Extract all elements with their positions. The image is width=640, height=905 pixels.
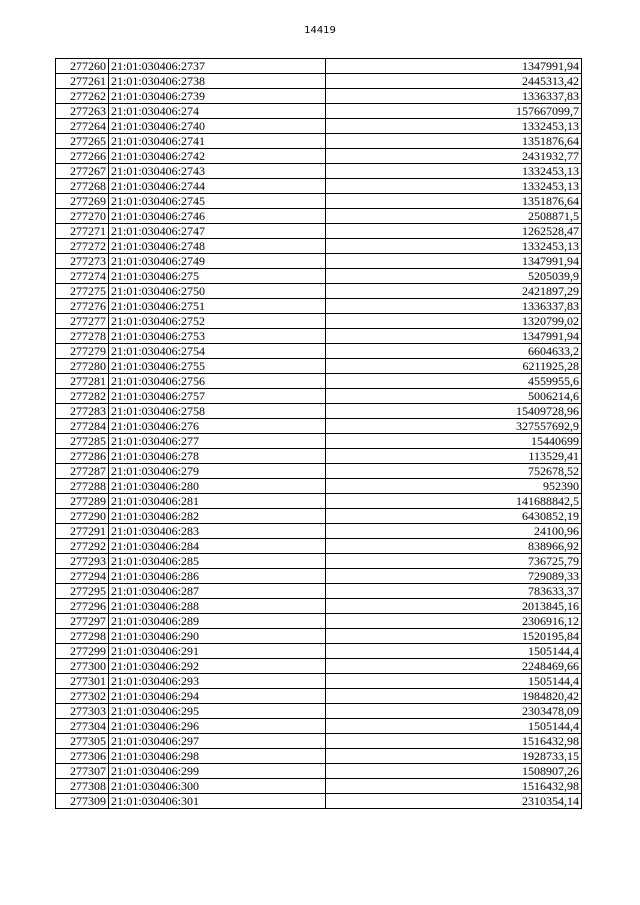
- cadastral-number-cell: 21:01:030406:2754: [109, 344, 326, 359]
- cadastral-number-cell: 21:01:030406:2738: [109, 74, 326, 89]
- table-row: [56, 389, 582, 404]
- cadastral-number-cell: 21:01:030406:284: [109, 539, 326, 554]
- cadastral-value-cell: 1984820,42: [326, 689, 582, 704]
- table-row: [56, 209, 582, 224]
- cadastral-number-cell: 21:01:030406:282: [109, 509, 326, 524]
- table-row: [56, 749, 582, 764]
- table-row: [56, 629, 582, 644]
- table-row: [56, 764, 582, 779]
- cadastral-number-cell: 21:01:030406:280: [109, 479, 326, 494]
- cadastral-number-cell: 21:01:030406:286: [109, 569, 326, 584]
- row-id-cell: 277260: [56, 59, 109, 74]
- cadastral-number-cell: 21:01:030406:285: [109, 554, 326, 569]
- table-row: [56, 239, 582, 254]
- table-row: [56, 194, 582, 209]
- row-id-cell: 277268: [56, 179, 109, 194]
- row-id-cell: 277295: [56, 584, 109, 599]
- cadastral-number-cell: 21:01:030406:2746: [109, 209, 326, 224]
- cadastral-value-cell: 2248469,66: [326, 659, 582, 674]
- table-row: [56, 224, 582, 239]
- row-id-cell: 277285: [56, 434, 109, 449]
- row-id-cell: 277298: [56, 629, 109, 644]
- cadastral-number-cell: 21:01:030406:300: [109, 779, 326, 794]
- cadastral-number-cell: 21:01:030406:278: [109, 449, 326, 464]
- cadastral-value-cell: 783633,37: [326, 584, 582, 599]
- cadastral-number-cell: 21:01:030406:2751: [109, 299, 326, 314]
- row-id-cell: 277264: [56, 119, 109, 134]
- cadastral-value-cell: 2421897,29: [326, 284, 582, 299]
- row-id-cell: 277289: [56, 494, 109, 509]
- cadastral-number-cell: 21:01:030406:2756: [109, 374, 326, 389]
- table-row: [56, 779, 582, 794]
- table-row: [56, 704, 582, 719]
- cadastral-number-cell: 21:01:030406:275: [109, 269, 326, 284]
- cadastral-value-cell: 952390: [326, 479, 582, 494]
- row-id-cell: 277272: [56, 239, 109, 254]
- row-id-cell: 277294: [56, 569, 109, 584]
- row-id-cell: 277284: [56, 419, 109, 434]
- cadastral-value-cell: 24100,96: [326, 524, 582, 539]
- row-id-cell: 277267: [56, 164, 109, 179]
- row-id-cell: 277303: [56, 704, 109, 719]
- cadastral-value-cell: 2445313,42: [326, 74, 582, 89]
- cadastral-value-cell: 1320799,02: [326, 314, 582, 329]
- row-id-cell: 277296: [56, 599, 109, 614]
- row-id-cell: 277263: [56, 104, 109, 119]
- cadastral-number-cell: 21:01:030406:296: [109, 719, 326, 734]
- row-id-cell: 277293: [56, 554, 109, 569]
- cadastral-value-cell: 113529,41: [326, 449, 582, 464]
- cadastral-value-cell: 1332453,13: [326, 239, 582, 254]
- row-id-cell: 277282: [56, 389, 109, 404]
- row-id-cell: 277306: [56, 749, 109, 764]
- cadastral-number-cell: 21:01:030406:2742: [109, 149, 326, 164]
- row-id-cell: 277265: [56, 134, 109, 149]
- table-row: [56, 449, 582, 464]
- cadastral-value-cell: 752678,52: [326, 464, 582, 479]
- table-row: [56, 119, 582, 134]
- row-id-cell: 277301: [56, 674, 109, 689]
- row-id-cell: 277283: [56, 404, 109, 419]
- row-id-cell: 277287: [56, 464, 109, 479]
- cadastral-value-cell: 15409728,96: [326, 404, 582, 419]
- cadastral-value-cell: 5205039,9: [326, 269, 582, 284]
- row-id-cell: 277271: [56, 224, 109, 239]
- cadastral-value-cell: 729089,33: [326, 569, 582, 584]
- cadastral-value-table: [55, 58, 582, 809]
- row-id-cell: 277279: [56, 344, 109, 359]
- table-row: [56, 689, 582, 704]
- row-id-cell: 277277: [56, 314, 109, 329]
- cadastral-number-cell: 21:01:030406:299: [109, 764, 326, 779]
- cadastral-number-cell: 21:01:030406:277: [109, 434, 326, 449]
- cadastral-value-cell: 1928733,15: [326, 749, 582, 764]
- cadastral-number-cell: 21:01:030406:289: [109, 614, 326, 629]
- row-id-cell: 277288: [56, 479, 109, 494]
- cadastral-value-cell: 1505144,4: [326, 644, 582, 659]
- cadastral-number-cell: 21:01:030406:292: [109, 659, 326, 674]
- row-id-cell: 277270: [56, 209, 109, 224]
- table-row: [56, 584, 582, 599]
- cadastral-value-cell: 1332453,13: [326, 179, 582, 194]
- table-row: [56, 719, 582, 734]
- table-row: [56, 284, 582, 299]
- table-row: [56, 494, 582, 509]
- row-id-cell: 277308: [56, 779, 109, 794]
- table-row: [56, 329, 582, 344]
- table-row: [56, 374, 582, 389]
- cadastral-value-cell: 1336337,83: [326, 299, 582, 314]
- row-id-cell: 277286: [56, 449, 109, 464]
- table-row: [56, 359, 582, 374]
- cadastral-value-cell: 2310354,14: [326, 794, 582, 809]
- cadastral-number-cell: 21:01:030406:283: [109, 524, 326, 539]
- row-id-cell: 277291: [56, 524, 109, 539]
- table-row: [56, 614, 582, 629]
- row-id-cell: 277275: [56, 284, 109, 299]
- row-id-cell: 277276: [56, 299, 109, 314]
- table-row: [56, 344, 582, 359]
- cadastral-number-cell: 21:01:030406:279: [109, 464, 326, 479]
- cadastral-value-cell: 1351876,64: [326, 134, 582, 149]
- table-row: [56, 104, 582, 119]
- cadastral-number-cell: 21:01:030406:2757: [109, 389, 326, 404]
- cadastral-value-cell: 1336337,83: [326, 89, 582, 104]
- table-row: [56, 659, 582, 674]
- row-id-cell: 277273: [56, 254, 109, 269]
- cadastral-number-cell: 21:01:030406:2737: [109, 59, 326, 74]
- cadastral-value-cell: 6604633,2: [326, 344, 582, 359]
- table-row: [56, 509, 582, 524]
- cadastral-value-cell: 6430852,19: [326, 509, 582, 524]
- cadastral-value-cell: 2013845,16: [326, 599, 582, 614]
- table-row: [56, 794, 582, 809]
- cadastral-number-cell: 21:01:030406:2739: [109, 89, 326, 104]
- table-row: [56, 269, 582, 284]
- cadastral-value-cell: 1347991,94: [326, 254, 582, 269]
- cadastral-number-cell: 21:01:030406:2743: [109, 164, 326, 179]
- cadastral-value-cell: 2306916,12: [326, 614, 582, 629]
- row-id-cell: 277261: [56, 74, 109, 89]
- cadastral-value-cell: 1505144,4: [326, 674, 582, 689]
- cadastral-number-cell: 21:01:030406:288: [109, 599, 326, 614]
- table-row: [56, 479, 582, 494]
- cadastral-number-cell: 21:01:030406:2747: [109, 224, 326, 239]
- cadastral-number-cell: 21:01:030406:2748: [109, 239, 326, 254]
- cadastral-number-cell: 21:01:030406:301: [109, 794, 326, 809]
- row-id-cell: 277274: [56, 269, 109, 284]
- row-id-cell: 277299: [56, 644, 109, 659]
- cadastral-number-cell: 21:01:030406:295: [109, 704, 326, 719]
- row-id-cell: 277309: [56, 794, 109, 809]
- cadastral-value-cell: 1332453,13: [326, 119, 582, 134]
- row-id-cell: 277304: [56, 719, 109, 734]
- table-row: [56, 89, 582, 104]
- table-row: [56, 524, 582, 539]
- cadastral-value-cell: 1508907,26: [326, 764, 582, 779]
- cadastral-value-cell: 1505144,4: [326, 719, 582, 734]
- row-id-cell: 277281: [56, 374, 109, 389]
- row-id-cell: 277262: [56, 89, 109, 104]
- cadastral-value-cell: 1347991,94: [326, 59, 582, 74]
- table-row: [56, 404, 582, 419]
- table-row: [56, 164, 582, 179]
- table-row: [56, 674, 582, 689]
- cadastral-value-cell: 1332453,13: [326, 164, 582, 179]
- cadastral-number-cell: 21:01:030406:2745: [109, 194, 326, 209]
- row-id-cell: 277290: [56, 509, 109, 524]
- cadastral-value-cell: 15440699: [326, 434, 582, 449]
- table-row: [56, 74, 582, 89]
- cadastral-value-cell: 4559955,6: [326, 374, 582, 389]
- table-row: [56, 569, 582, 584]
- cadastral-value-cell: 1351876,64: [326, 194, 582, 209]
- table-row: [56, 314, 582, 329]
- row-id-cell: 277278: [56, 329, 109, 344]
- cadastral-number-cell: 21:01:030406:2749: [109, 254, 326, 269]
- table-row: [56, 599, 582, 614]
- cadastral-number-cell: 21:01:030406:2740: [109, 119, 326, 134]
- table-row: [56, 299, 582, 314]
- cadastral-number-cell: 21:01:030406:2741: [109, 134, 326, 149]
- cadastral-number-cell: 21:01:030406:276: [109, 419, 326, 434]
- table-row: [56, 419, 582, 434]
- table-row: [56, 179, 582, 194]
- cadastral-number-cell: 21:01:030406:291: [109, 644, 326, 659]
- cadastral-number-cell: 21:01:030406:293: [109, 674, 326, 689]
- cadastral-number-cell: 21:01:030406:2752: [109, 314, 326, 329]
- cadastral-number-cell: 21:01:030406:290: [109, 629, 326, 644]
- cadastral-number-cell: 21:01:030406:2753: [109, 329, 326, 344]
- cadastral-value-cell: 1262528,47: [326, 224, 582, 239]
- cadastral-value-cell: 6211925,28: [326, 359, 582, 374]
- cadastral-value-cell: 1347991,94: [326, 329, 582, 344]
- table-row: [56, 434, 582, 449]
- row-id-cell: 277297: [56, 614, 109, 629]
- table-row: [56, 734, 582, 749]
- cadastral-value-cell: 1516432,98: [326, 734, 582, 749]
- cadastral-value-cell: 327557692,9: [326, 419, 582, 434]
- cadastral-number-cell: 21:01:030406:2758: [109, 404, 326, 419]
- cadastral-value-cell: 5006214,6: [326, 389, 582, 404]
- row-id-cell: 277302: [56, 689, 109, 704]
- cadastral-value-cell: 2431932,77: [326, 149, 582, 164]
- cadastral-value-cell: 736725,79: [326, 554, 582, 569]
- cadastral-number-cell: 21:01:030406:274: [109, 104, 326, 119]
- cadastral-number-cell: 21:01:030406:2750: [109, 284, 326, 299]
- table-body: [56, 59, 582, 809]
- row-id-cell: 277280: [56, 359, 109, 374]
- cadastral-number-cell: 21:01:030406:2755: [109, 359, 326, 374]
- table-row: [56, 254, 582, 269]
- page-number: 14419: [304, 25, 336, 36]
- cadastral-value-cell: 1520195,84: [326, 629, 582, 644]
- row-id-cell: 277305: [56, 734, 109, 749]
- cadastral-value-cell: 157667099,7: [326, 104, 582, 119]
- row-id-cell: 277292: [56, 539, 109, 554]
- table-row: [56, 554, 582, 569]
- cadastral-value-cell: 2303478,09: [326, 704, 582, 719]
- table-row: [56, 539, 582, 554]
- cadastral-value-cell: 141688842,5: [326, 494, 582, 509]
- cadastral-number-cell: 21:01:030406:287: [109, 584, 326, 599]
- cadastral-value-cell: 838966,92: [326, 539, 582, 554]
- row-id-cell: 277307: [56, 764, 109, 779]
- cadastral-value-cell: 2508871,5: [326, 209, 582, 224]
- cadastral-number-cell: 21:01:030406:294: [109, 689, 326, 704]
- cadastral-number-cell: 21:01:030406:281: [109, 494, 326, 509]
- table-row: [56, 149, 582, 164]
- cadastral-value-cell: 1516432,98: [326, 779, 582, 794]
- cadastral-number-cell: 21:01:030406:298: [109, 749, 326, 764]
- table-row: [56, 464, 582, 479]
- row-id-cell: 277266: [56, 149, 109, 164]
- cadastral-number-cell: 21:01:030406:297: [109, 734, 326, 749]
- table-row: [56, 134, 582, 149]
- table-row: [56, 644, 582, 659]
- row-id-cell: 277300: [56, 659, 109, 674]
- table-row: [56, 59, 582, 74]
- cadastral-number-cell: 21:01:030406:2744: [109, 179, 326, 194]
- row-id-cell: 277269: [56, 194, 109, 209]
